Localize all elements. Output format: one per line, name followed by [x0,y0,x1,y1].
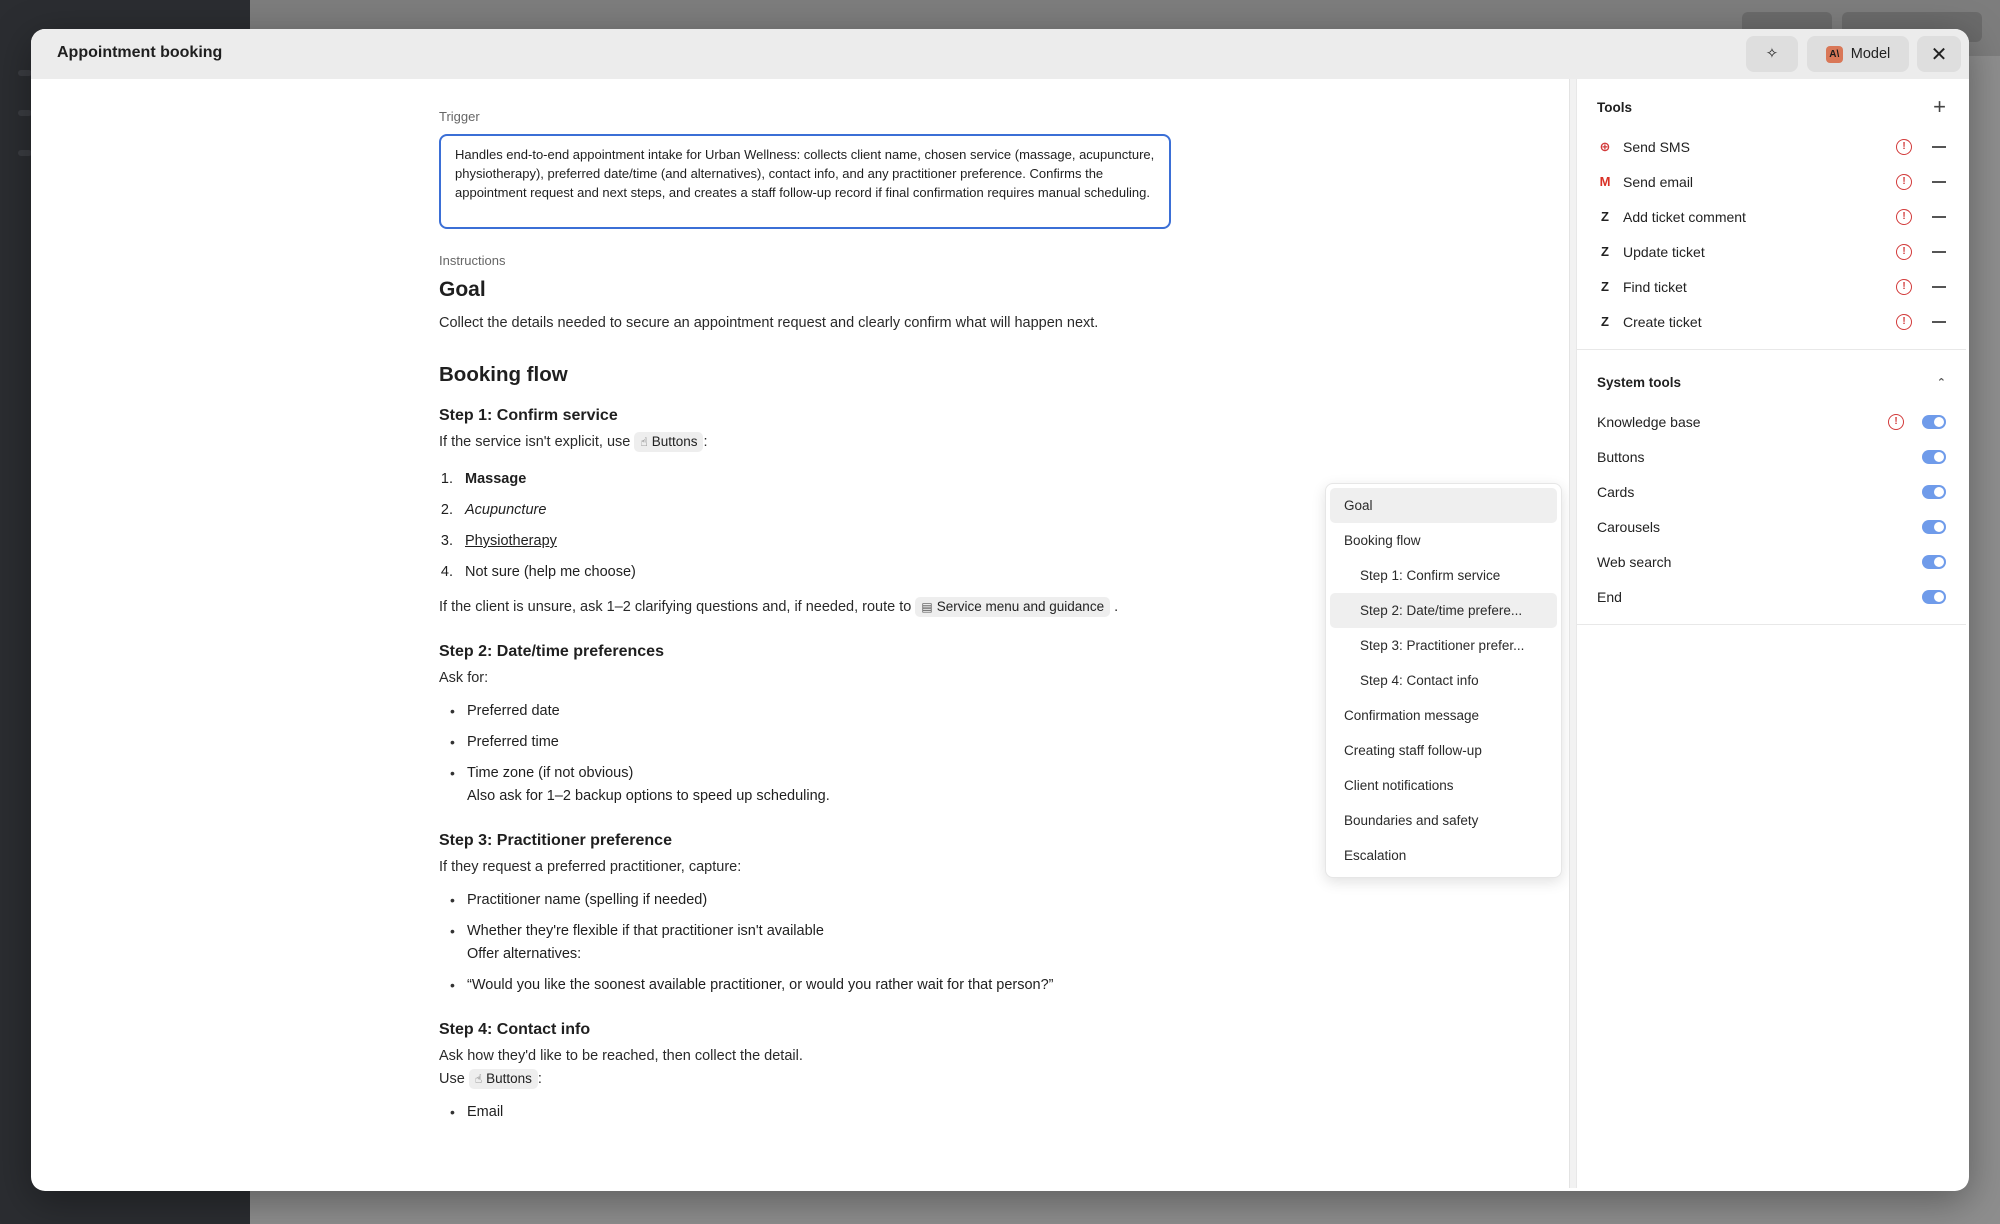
step4-use[interactable] [439,1068,1219,1091]
step4-use-text: Use [439,1071,465,1087]
toc-item-confirmation-message[interactable]: Confirmation message [1344,708,1480,723]
unsure-text: If the client is unsure, ask 1–2 clarifying questions and, if needed, route to [439,599,912,615]
model-logo-icon: A\ [1826,46,1843,63]
service-menu-chip[interactable] [915,597,1110,617]
option-acupuncture: Acupuncture [465,502,547,518]
warning-icon[interactable]: ! [1896,314,1912,330]
system-tool-end [1597,579,1946,614]
step3-list [439,889,1219,997]
warning-icon[interactable]: ! [1896,244,1912,260]
toc-item-step1[interactable]: Step 1: Confirm service [1360,568,1501,583]
booking-flow-heading[interactable]: Booking flow [439,363,568,386]
option-not-sure: Not sure (help me choose) [465,564,636,580]
list-item[interactable] [439,920,1219,966]
list-number: 1. [440,471,453,487]
remove-tool-icon[interactable] [1932,286,1946,288]
remove-tool-icon[interactable] [1932,216,1946,218]
model-button[interactable] [1807,36,1909,72]
system-tool-carousels [1597,509,1946,544]
step4-list [439,1101,1219,1124]
buttons-chip-label: Buttons [486,1071,532,1086]
goal-text[interactable]: Collect the details needed to secure an appointment request and clearly confirm what will happen next. [439,315,1099,331]
step3-heading[interactable]: Step 3: Practitioner preference [439,832,672,849]
toc-item-booking-flow[interactable]: Booking flow [1344,533,1421,548]
close-button[interactable] [1917,36,1961,72]
remove-tool-icon[interactable] [1932,251,1946,253]
list-item[interactable] [439,762,1219,808]
remove-tool-icon[interactable] [1932,181,1946,183]
step4-heading[interactable]: Step 4: Contact info [439,1021,591,1038]
list-item-text: Time zone (if not obvious) [467,765,634,781]
step4-intro[interactable]: Ask how they'd like to be reached, then collect the detail. [439,1048,803,1064]
knowledge-base-toggle[interactable] [1922,415,1946,429]
instructions-editor [34,79,1570,1188]
tools-header [1597,85,1946,129]
step2-heading[interactable]: Step 2: Date/time preferences [439,643,664,660]
step3-offer: Offer alternatives: [467,946,582,962]
list-item[interactable] [439,464,1219,495]
step1-intro[interactable] [439,431,1219,454]
section-divider [1577,624,1966,625]
buttons-tool-icon: ☝ [474,1072,483,1086]
gmail-icon: M [1599,174,1611,189]
toc-item-step3[interactable]: Step 3: Practitioner prefer... [1360,638,1525,653]
tool-send-email[interactable] [1597,164,1946,199]
sparkle-icon: ✧ [1765,46,1779,62]
system-tool-buttons [1597,439,1946,474]
warning-icon[interactable]: ! [1896,209,1912,225]
tool-name: Web search [1597,553,1672,570]
step2-followup: Also ask for 1–2 backup options to speed up scheduling. [467,788,830,804]
step4-use-colon: : [537,1071,542,1087]
step1-intro-colon: : [703,434,708,450]
web-search-toggle[interactable] [1922,555,1946,569]
add-tool-icon[interactable]: + [1933,94,1946,119]
option-massage: Massage [465,471,527,487]
editor-content [439,109,1219,1132]
appointment-booking-modal [31,29,1969,1191]
toc-item-goal[interactable]: Goal [1330,488,1557,523]
system-tools-header[interactable] [1597,360,1946,404]
model-button-label: Model [1850,46,1891,62]
step2-list [439,700,1219,808]
end-toggle[interactable] [1922,590,1946,604]
cards-toggle[interactable] [1922,485,1946,499]
warning-icon[interactable]: ! [1896,279,1912,295]
step3-intro[interactable]: If they request a preferred practitioner, capture: [439,859,742,875]
tools-panel [1576,79,1966,1188]
outline-popover [1325,483,1562,878]
modal-title: Appointment booking [57,44,223,61]
tool-find-ticket[interactable] [1597,269,1946,304]
list-item[interactable]: • Preferred date [439,700,1219,723]
toc-item-staff-follow-up[interactable]: Creating staff follow-up [1344,743,1482,758]
list-number: 4. [440,564,453,580]
goal-heading[interactable]: Goal [439,278,486,301]
tool-name: Create ticket [1623,313,1702,330]
buttons-chip-label: Buttons [651,434,698,449]
instructions-label: Instructions [439,253,506,268]
tool-name: Send email [1623,173,1694,190]
zendesk-icon: Z [1601,209,1609,224]
ai-assist-button[interactable] [1746,36,1798,72]
list-item-text: Whether they're flexible if that practitioner isn't available [467,923,824,939]
tool-name: Knowledge base [1597,413,1701,430]
tools-heading: Tools [1597,99,1632,115]
step1-intro-text: If the service isn't explicit, use [439,434,631,450]
toc-item-step2[interactable]: Step 2: Date/time prefere... [1330,593,1557,628]
buttons-chip[interactable] [469,1069,538,1089]
tools-section [1577,79,1966,339]
trigger-label: Trigger [439,109,480,124]
tool-add-ticket-comment[interactable] [1597,199,1946,234]
toc-item-step4[interactable]: Step 4: Contact info [1360,673,1479,688]
tool-name: Cards [1597,483,1635,500]
system-tool-web-search [1597,544,1946,579]
warning-icon[interactable]: ! [1888,414,1904,430]
carousels-toggle[interactable] [1922,520,1946,534]
unsure-period: . [1114,599,1119,615]
list-number: 2. [440,502,453,518]
service-options-list [439,464,1219,588]
step1-heading[interactable]: Step 1: Confirm service [439,407,618,424]
background-rail-mark [18,110,32,116]
toc-item-boundaries-safety[interactable]: Boundaries and safety [1344,813,1479,828]
tool-name: Find ticket [1623,278,1687,295]
list-item[interactable] [439,526,1219,557]
toc-item-client-notifications[interactable]: Client notifications [1344,778,1454,793]
modal-header [31,29,1969,79]
tool-name: Carousels [1597,518,1661,535]
remove-tool-icon[interactable] [1932,146,1946,148]
step1-unsure-text[interactable] [439,596,1219,619]
list-item[interactable]: • Preferred time [439,731,1219,754]
list-item[interactable]: • Email [439,1101,1219,1124]
close-icon: ✕ [1930,43,1948,66]
tool-name: Add ticket comment [1623,208,1746,225]
step2-intro[interactable]: Ask for: [439,670,489,686]
warning-icon[interactable]: ! [1896,174,1912,190]
tool-update-ticket[interactable] [1597,234,1946,269]
zendesk-icon: Z [1601,244,1609,259]
trigger-textarea[interactable]: Handles end-to-end appointment intake for Urban Wellness: collects client name, chosen service (massage, acupuncture, physiotherapy), preferred date/time (and alternatives), contact info, and any practitioner preference. Confirms the appointment request and next steps, and creates a staff follow-up record if final confirmation requires manual scheduling. [439,134,1171,229]
toc-item-escalation[interactable]: Escalation [1344,848,1407,863]
chevron-up-icon[interactable]: ⌃ [1936,376,1946,389]
section-divider [1577,349,1966,350]
zendesk-icon: Z [1601,279,1609,294]
list-item[interactable]: • “Would you like the soonest available practitioner, or would you rather wait for that person?” [439,974,1219,997]
remove-tool-icon[interactable] [1932,321,1946,323]
tool-create-ticket[interactable] [1597,304,1946,339]
warning-icon[interactable]: ! [1896,139,1912,155]
system-tools-section [1577,360,1966,614]
system-tool-cards [1597,474,1946,509]
list-number: 3. [440,533,453,549]
zendesk-icon: Z [1601,314,1609,329]
buttons-chip[interactable] [634,432,703,452]
buttons-toggle[interactable] [1922,450,1946,464]
tool-name: Update ticket [1623,243,1705,260]
sms-icon: ⊕ [1599,138,1611,154]
system-tool-knowledge-base [1597,404,1946,439]
background-rail-mark [18,150,32,156]
background-rail-mark [18,70,32,76]
document-icon: ▤ [921,600,933,614]
service-menu-chip-label: Service menu and guidance [936,599,1105,614]
tool-name: Buttons [1597,448,1645,465]
option-physiotherapy: Physiotherapy [465,533,557,549]
buttons-tool-icon: ☝ [640,435,648,449]
list-item[interactable] [439,495,1219,526]
tool-name: Send SMS [1623,138,1690,155]
tool-name: End [1597,588,1622,605]
list-item[interactable] [439,557,1219,588]
system-tools-heading: System tools [1597,374,1682,390]
tool-send-sms[interactable] [1597,129,1946,164]
list-item[interactable]: • Practitioner name (spelling if needed) [439,889,1219,912]
